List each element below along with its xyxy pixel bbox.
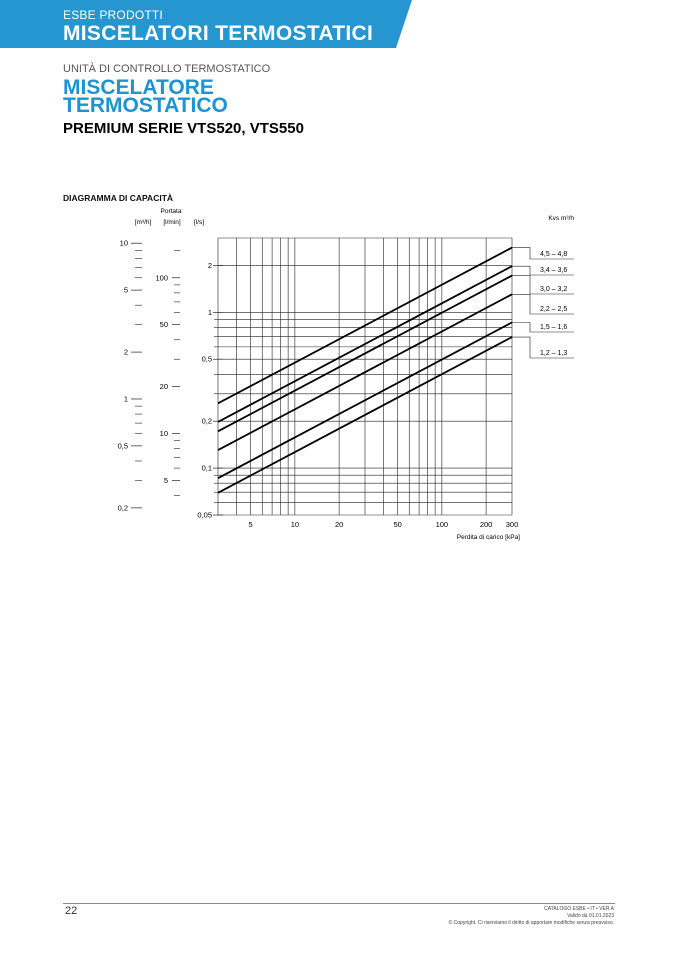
y-tick-label-m3h: 1 [123, 394, 128, 404]
legend-label: 3,0 – 3,2 [540, 286, 568, 293]
chart-grid [218, 238, 512, 515]
product-title [63, 76, 228, 117]
legend-label: 2,2 – 2,5 [540, 306, 568, 313]
footer-divider [63, 903, 615, 904]
category-label: UNITÀ DI CONTROLLO TERMOSTATICO [63, 63, 271, 75]
product-series: PREMIUM SERIE VTS520, VTS550 [63, 120, 304, 137]
x-tick-label: 300 [505, 520, 519, 529]
footer-catalog: CATALOGO ESBE • IT • VER A [544, 906, 614, 912]
legend-label: 3,4 – 3,6 [540, 267, 568, 274]
y-tick-label-m3h: 5 [123, 285, 128, 295]
y-tick-label-lmin: 20 [159, 382, 168, 392]
y-unit-m3h: [m³/h] [134, 219, 152, 226]
legend-label: 1,2 – 1,3 [540, 350, 568, 357]
legend-title: Kvs m³/h [548, 215, 574, 222]
y-tick-label-lmin: 10 [159, 429, 168, 439]
x-axis-label: Perdita di carico [kPa] [456, 534, 520, 541]
x-tick-label: 200 [479, 520, 493, 529]
y-tick-label-ls: 0,2 [201, 416, 212, 426]
y-tick-label-lmin: 50 [159, 320, 168, 330]
y-tick-label-lmin: 100 [155, 273, 168, 283]
header-banner [0, 0, 677, 48]
footer-copyright: © Copyright. Ci riserviamo il diritto di apportare modifiche senza preavviso. [448, 920, 614, 926]
y-tick-label-ls: 1 [207, 307, 212, 317]
page-number: 22 [65, 905, 78, 917]
header-kicker: ESBE PRODOTTI [63, 8, 163, 22]
y-tick-label-ls: 0,05 [197, 510, 212, 520]
x-tick-label: 10 [290, 520, 300, 529]
y-unit-lmin: [l/min] [163, 219, 181, 226]
x-tick-label: 50 [393, 520, 402, 529]
footer-valid: Valido da 01.01.2023 [567, 913, 614, 919]
chart-legend [512, 248, 574, 358]
y-tick-label-ls: 0,5 [201, 354, 212, 364]
x-tick-label: 5 [248, 520, 253, 529]
capacity-chart [0, 200, 677, 550]
chart-left-scales [118, 239, 223, 520]
y-axis-title: Portata [160, 208, 182, 215]
y-unit-ls: [l/s] [193, 219, 205, 226]
y-tick-label-ls: 0,1 [201, 463, 212, 473]
footer-info [449, 906, 614, 927]
header-title: MISCELATORI TERMOSTATICI [63, 22, 374, 45]
y-tick-label-m3h: 0,2 [117, 503, 128, 513]
y-tick-label-m3h: 10 [119, 238, 128, 248]
legend-label: 1,5 – 1,6 [540, 324, 568, 331]
y-tick-label-lmin: 5 [163, 475, 168, 485]
section-title: DIAGRAMMA DI CAPACITÀ [63, 193, 174, 203]
y-tick-label-m3h: 0,5 [117, 441, 128, 451]
product-title-line1: MISCELATORE [63, 76, 214, 99]
x-tick-label: 20 [334, 520, 344, 529]
legend-label: 4,5 – 4,8 [540, 251, 568, 258]
x-tick-label: 100 [435, 520, 449, 529]
product-title-line2: TERMOSTATICO [63, 94, 228, 117]
y-tick-label-m3h: 2 [123, 347, 128, 357]
y-tick-label-ls: 2 [207, 260, 212, 270]
